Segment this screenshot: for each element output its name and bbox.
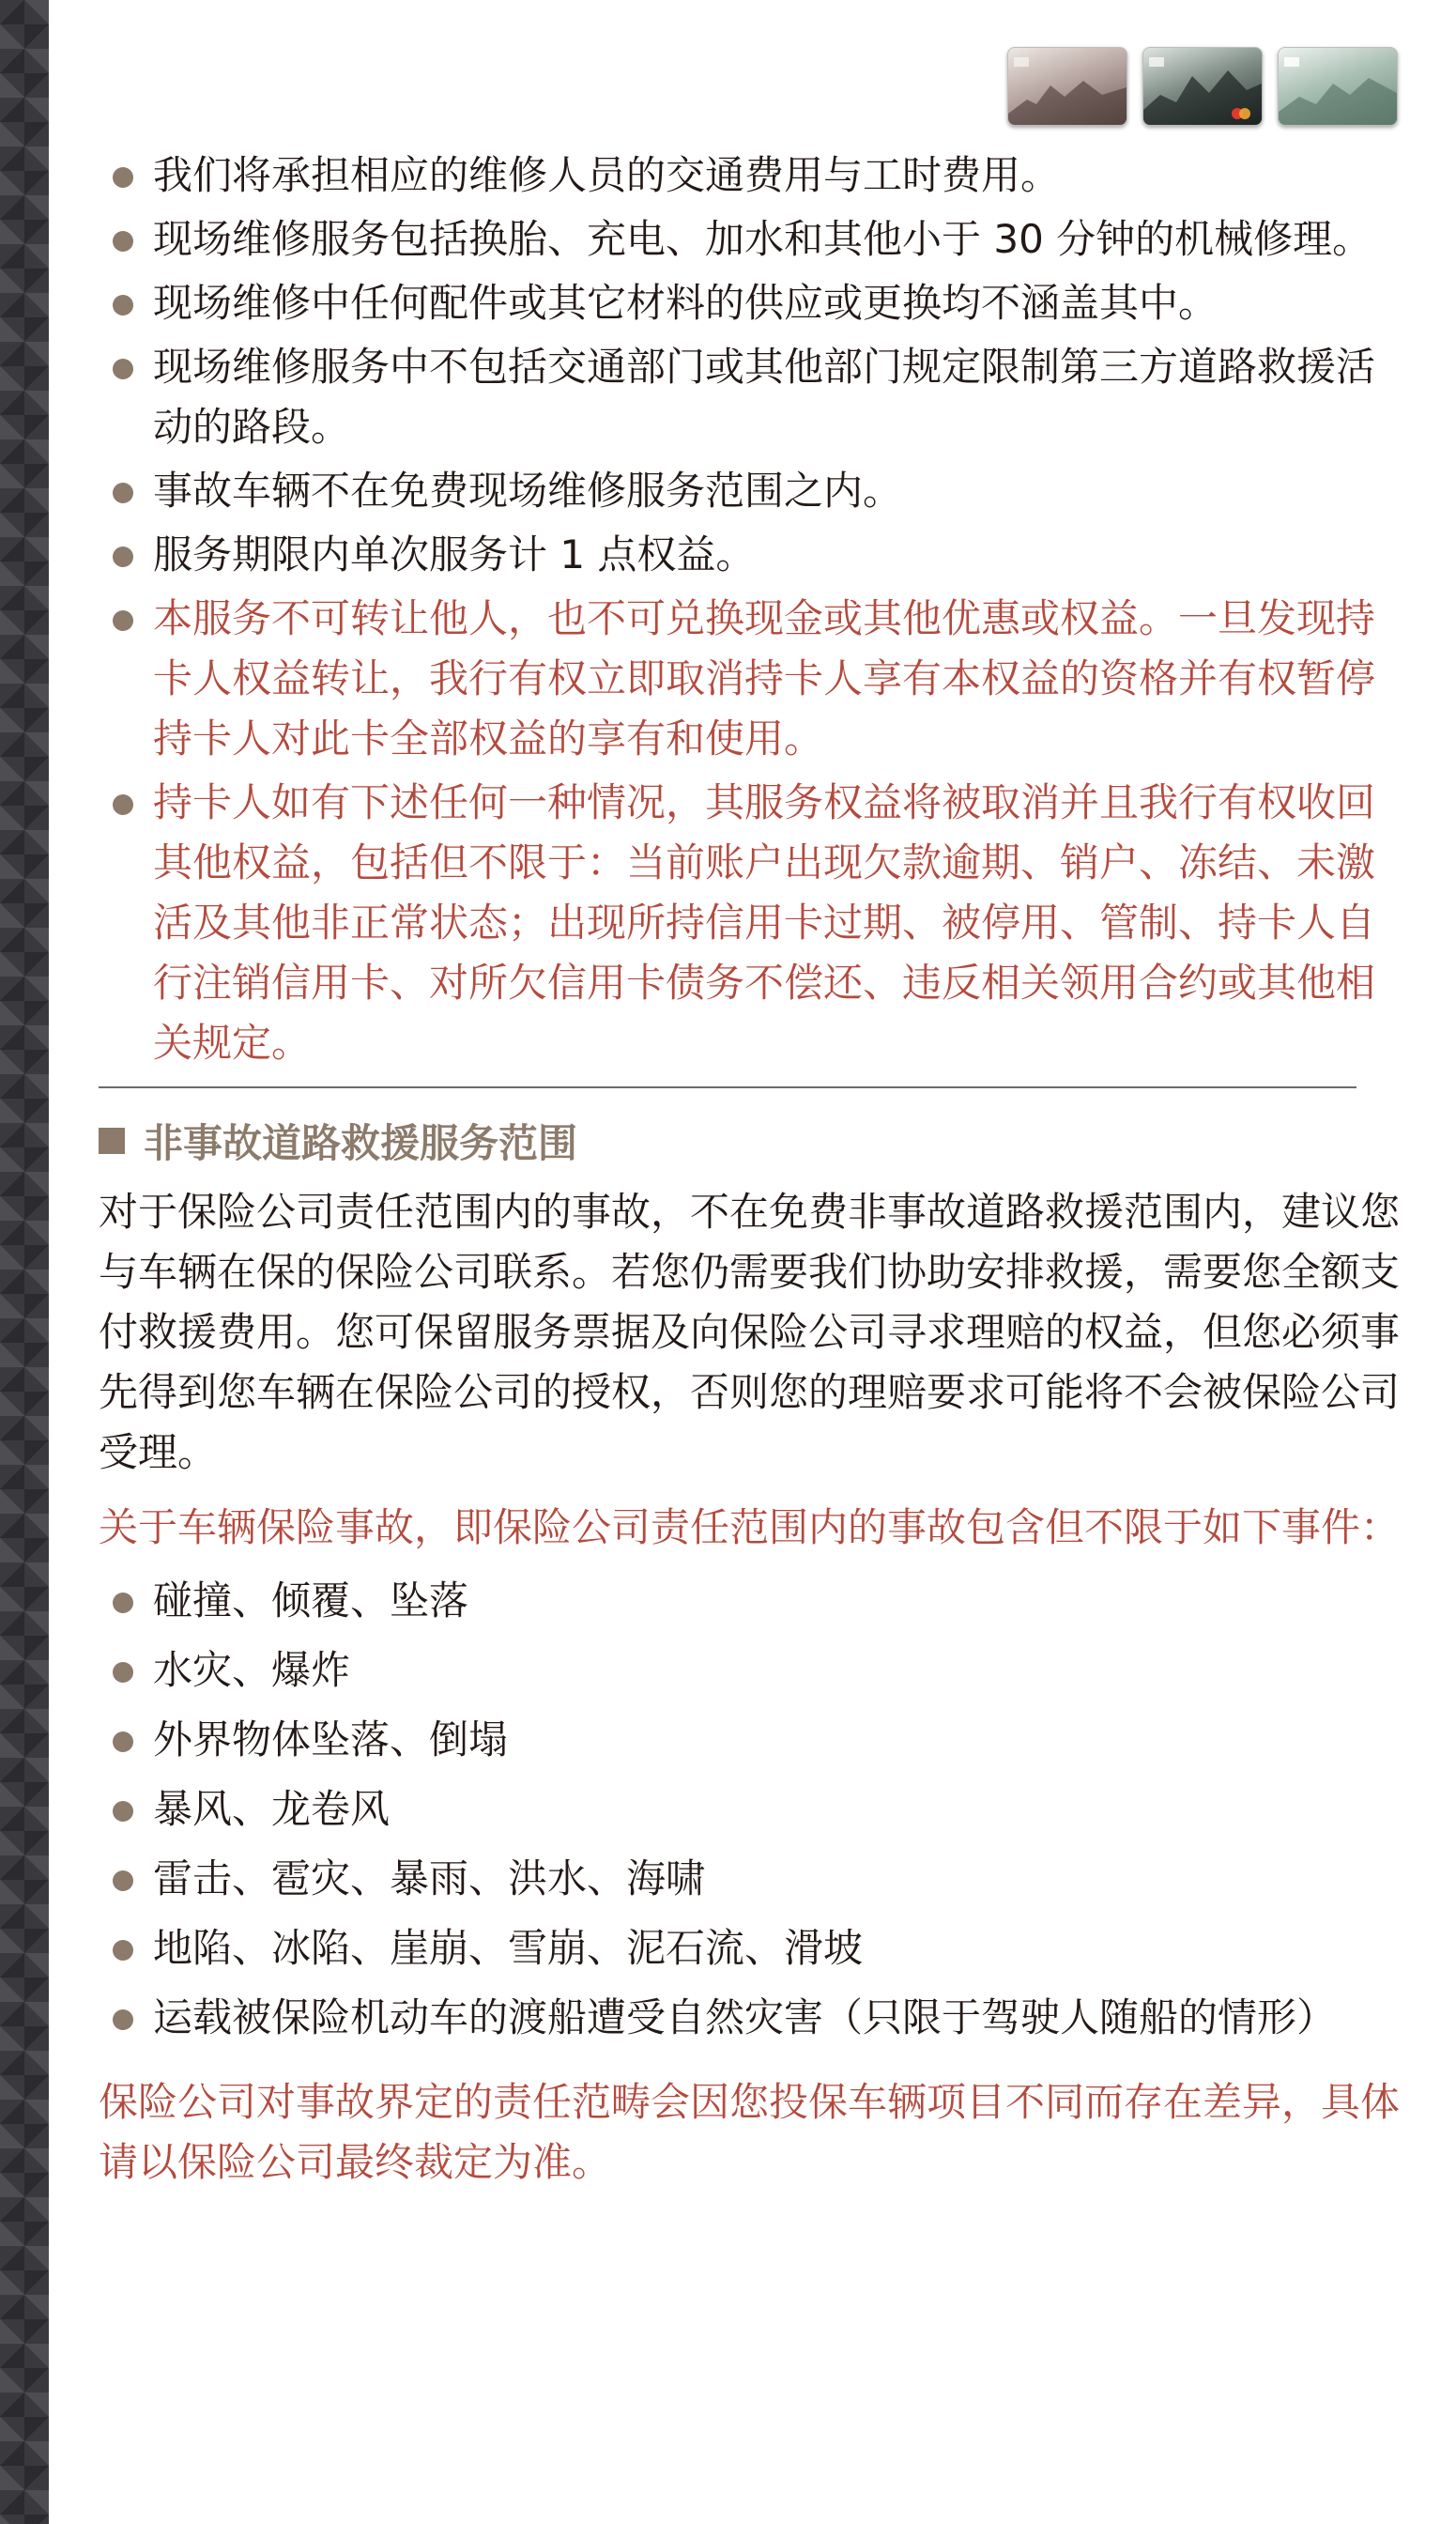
list-item-text: 水灾、爆炸	[153, 1647, 351, 1693]
bullet-dot-icon	[113, 1870, 133, 1891]
bullet-dot-icon	[113, 1731, 133, 1752]
list-item	[99, 146, 1413, 206]
list-item	[99, 461, 1413, 521]
list-item	[99, 1710, 1413, 1770]
list-item-text: 暴风、龙卷风	[153, 1786, 391, 1832]
bullet-dot-icon	[113, 794, 133, 815]
list-item-text: 现场维修中任何配件或其它材料的供应或更换均不涵盖其中。	[153, 280, 1218, 326]
list-item-text: 碰撞、倾覆、坠落	[153, 1578, 469, 1624]
list-item-text: 我们将承担相应的维修人员的交通费用与工时费用。	[153, 152, 1061, 198]
decorative-side-strip	[0, 0, 49, 2524]
credit-card-image-3	[1278, 47, 1398, 126]
list-item-text: 雷击、雹灾、暴雨、洪水、海啸	[153, 1855, 706, 1901]
service-terms-list	[99, 146, 1413, 1073]
incident-list	[99, 1571, 1413, 2048]
section-title: 非事故道路救援服务范围	[144, 1120, 578, 1166]
list-item	[99, 1988, 1413, 2048]
bullet-dot-icon	[113, 295, 133, 316]
list-item	[99, 589, 1413, 769]
bullet-dot-icon	[113, 546, 133, 567]
bullet-dot-icon	[113, 2009, 133, 2030]
list-item-text: 现场维修服务包括换胎、充电、加水和其他小于 30 分钟的机械修理。	[153, 216, 1372, 262]
bullet-dot-icon	[113, 1593, 133, 1613]
list-item-text: 运载被保险机动车的渡船遭受自然灾害（只限于驾驶人随船的情形）	[153, 1994, 1337, 2040]
bullet-dot-icon	[113, 359, 133, 379]
list-item	[99, 1640, 1413, 1701]
list-item	[99, 337, 1413, 457]
credit-card-image-2	[1142, 47, 1263, 126]
bullet-dot-icon	[113, 1940, 133, 1961]
card-images	[1007, 47, 1398, 126]
list-item	[99, 1849, 1413, 1909]
content	[99, 146, 1413, 2193]
list-item	[99, 273, 1413, 333]
list-item	[99, 1918, 1413, 1978]
list-item-text: 现场维修服务中不包括交通部门或其他部门规定限制第三方道路救援活动的路段。	[153, 344, 1376, 450]
list-item-text: 事故车辆不在免费现场维修服务范围之内。	[153, 468, 903, 514]
bullet-dot-icon	[113, 1662, 133, 1683]
list-item	[99, 773, 1413, 1073]
list-item-text: 持卡人如有下述任何一种情况，其服务权益将被取消并且我行有权收回其他权益，包括但不限于：当前账户出现欠款逾期、销户、冻结、未激活及其他非正常状态；出现所持信用卡过期、被停用、管制、持卡人自行注销信用卡、对所欠信用卡债务不偿还、违反相关领用合约或其他相关规定。	[153, 779, 1376, 1066]
section-heading	[99, 1111, 1413, 1171]
section-divider	[99, 1086, 1356, 1088]
incident-intro: 关于车辆保险事故，即保险公司责任范围内的事故包含但不限于如下事件：	[99, 1504, 1401, 1550]
list-item-text: 服务期限内单次服务计 1 点权益。	[153, 531, 756, 577]
list-item-text: 本服务不可转让他人，也不可兑换现金或其他优惠或权益。一旦发现持卡人权益转让，我行有权立即取消持卡人享有本权益的资格并有权暂停持卡人对此卡全部权益的享有和使用。	[153, 595, 1376, 762]
credit-card-image-1	[1007, 47, 1127, 126]
list-item-text: 外界物体坠落、倒塌	[153, 1716, 509, 1762]
list-item-text: 地陷、冰陷、崖崩、雪崩、泥石流、滑坡	[153, 1925, 864, 1971]
bullet-dot-icon	[113, 483, 133, 503]
list-item	[99, 1779, 1413, 1839]
bullet-dot-icon	[113, 167, 133, 188]
list-item	[99, 209, 1413, 269]
section-square-icon	[99, 1128, 125, 1154]
section-intro: 对于保险公司责任范围内的事故，不在免费非事故道路救援范围内，建议您与车辆在保的保险公司联系。若您仍需要我们协助安排救援，需要您全额支付救援费用。您可保留服务票据及向保险公司寻求理赔的权益，但您必须事先得到您车辆在保险公司的授权，否则您的理赔要求可能将不会被保险公司受理。	[99, 1189, 1401, 1475]
bullet-dot-icon	[113, 610, 133, 631]
bullet-dot-icon	[113, 1801, 133, 1822]
list-item	[99, 1571, 1413, 1631]
list-item	[99, 525, 1413, 585]
bullet-dot-icon	[113, 231, 133, 252]
footer-note: 保险公司对事故界定的责任范畴会因您投保车辆项目不同而存在差异，具体请以保险公司最终裁定为准。	[99, 2079, 1401, 2185]
